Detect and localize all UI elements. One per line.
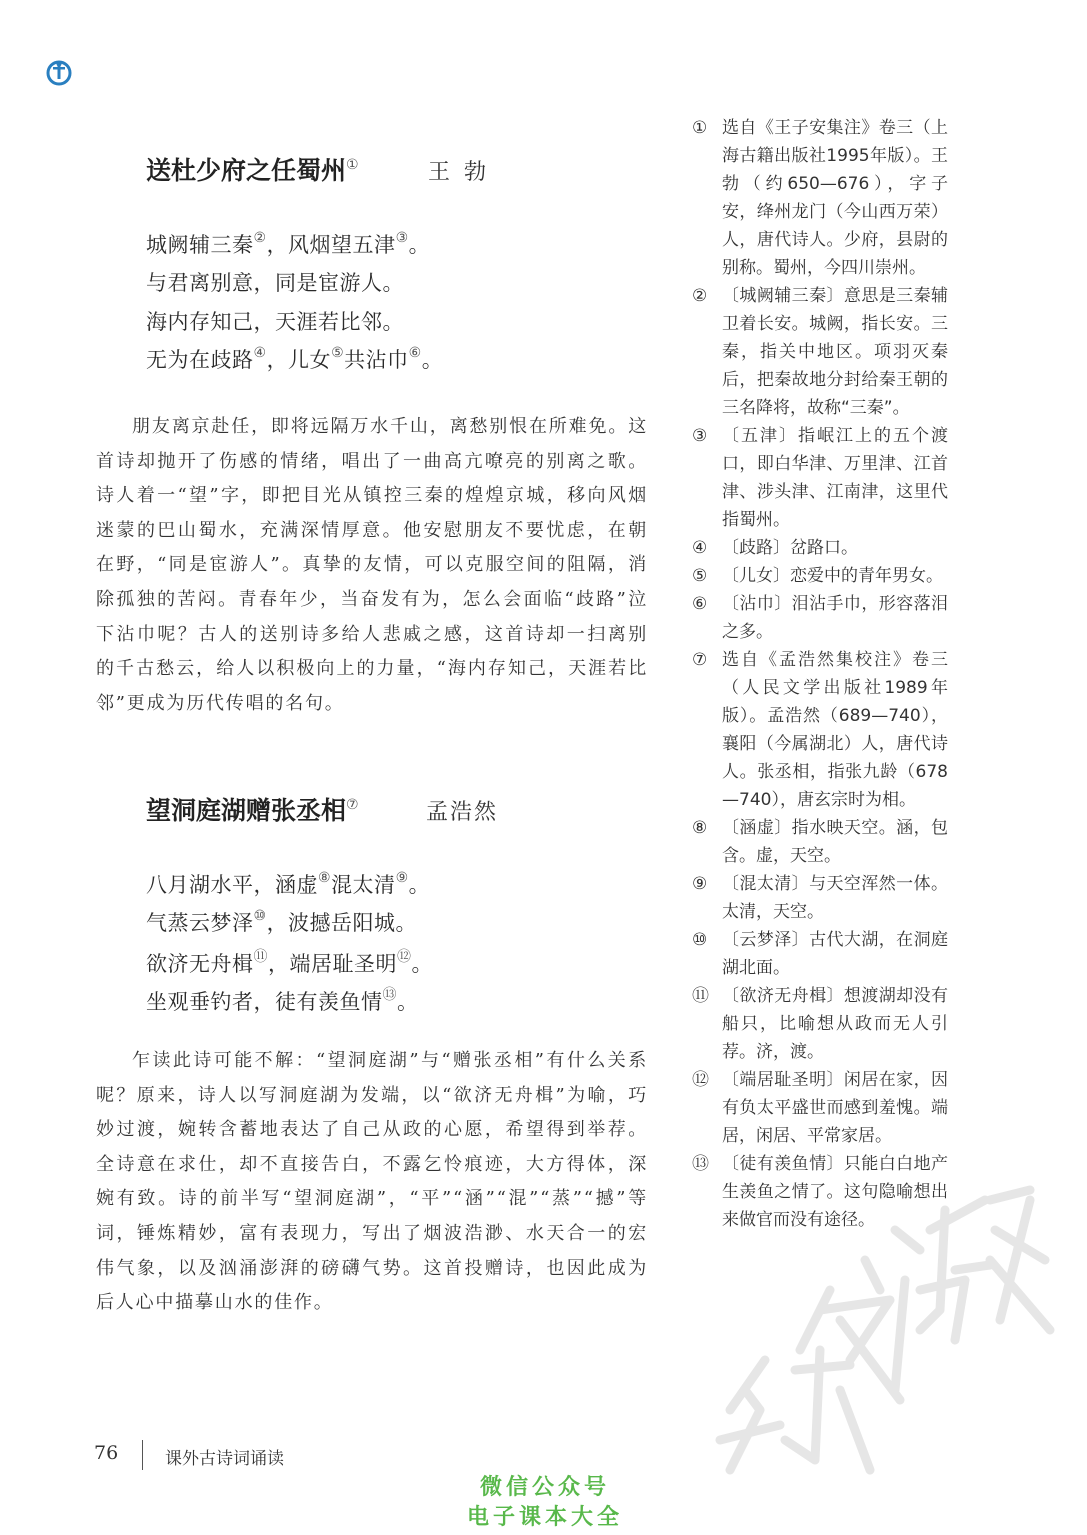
poem-text: 气蒸云梦泽 [146, 911, 254, 935]
footnote-number: ⑩ [692, 930, 708, 950]
footnote-number: ⑤ [692, 566, 708, 586]
poem-text: 混太清 [331, 873, 396, 897]
footnote [692, 114, 948, 282]
footnote-ref: ③ [395, 230, 409, 246]
footnote [692, 1150, 948, 1234]
footnote-text: 〔歧路〕岔路口。 [722, 538, 858, 558]
footnote-ref: ⑥ [408, 345, 422, 361]
footnote-number: ⑨ [692, 874, 708, 894]
footnote-text: 〔欲济无舟楫〕想渡湖却没有船只，比喻想从政而无人引荐。济，渡。 [722, 986, 948, 1062]
poem-text: 欲济无舟楫 [146, 952, 254, 976]
footnote [692, 646, 948, 814]
footnote-number: ⑦ [692, 650, 708, 670]
poem-line [146, 267, 404, 297]
footnote-text: 〔云梦泽〕古代大湖，在洞庭湖北面。 [722, 930, 948, 978]
footnote-number: ④ [692, 538, 708, 558]
footnote-ref: ⑧ [318, 870, 332, 886]
poem-text: ，风烟望五津 [266, 233, 396, 257]
footnote-text: 〔儿女〕恋爱中的青年男女。 [722, 566, 943, 586]
poem-text: 坐观垂钓者，徒有羡鱼情 [146, 990, 383, 1014]
footnotes-column [692, 114, 948, 1234]
footnote-ref: ⑨ [395, 870, 409, 886]
poem-text: 。 [408, 233, 431, 257]
poem-text: 。 [397, 990, 419, 1014]
poem-text: ，儿女 [266, 348, 332, 372]
footnote-number: ③ [692, 426, 708, 446]
footnote-ref: ⑬ [382, 987, 397, 1003]
promo-line-1: 微信公众号 [479, 1475, 610, 1500]
poem-title: 送杜少府之任蜀州① [146, 156, 359, 185]
footnote-number: ⑫ [692, 1070, 709, 1090]
footnote-number: ⑪ [692, 986, 709, 1006]
poem-title: 望洞庭湖赠张丞相⑦ [146, 796, 359, 825]
poem-text: 海内存知己，天涯若比邻。 [146, 310, 404, 334]
footnote-number: ⑬ [692, 1154, 709, 1174]
footnote [692, 562, 948, 590]
poem-line [146, 946, 433, 978]
poem-text: 城阙辅三秦 [146, 233, 254, 257]
footnote-ref: ⑫ [397, 949, 412, 965]
book-title: 课外古诗词诵读 [165, 1449, 284, 1469]
footnote [692, 534, 948, 562]
anchor-logo-icon [46, 60, 72, 86]
footnote-text: 〔沾巾〕泪沾手巾，形容落泪之多。 [722, 594, 948, 642]
poem-line [146, 344, 443, 374]
poem-line [146, 229, 430, 259]
footnote [692, 282, 948, 422]
poem-commentary: 朋友离京赴任，即将远隔万水千山，离愁别恨在所难免。这首诗却抛开了伤感的情绪，唱出了一曲高亢嘹亮的别离之歌。诗人着一“望”字，即把目光从镇控三秦的煌煌京城，移向风烟迷蒙的巴山蜀水，充满深情厚意。他安慰朋友不要忧虑，在朝在野，“同是宦游人”。真挚的友情，可以克服空间的阻隔，消除孤独的苦闷。青春年少，当奋发有为，怎么会面临“歧路”泣下沾巾呢？古人的送别诗多给人悲戚之感，这首诗却一扫离别的千古愁云，给人以积极向上的力量，“海内存知己，天涯若比邻”更成为历代传唱的名句。 [96, 416, 648, 714]
footnote-text: 〔城阙辅三秦〕意思是三秦辅卫着长安。城阙，指长安。三秦，指关中地区。项羽灭秦后，把秦故地分封给秦王朝的三名降将，故称“三秦”。 [722, 286, 948, 418]
poem-line [146, 869, 430, 899]
footnote [692, 982, 948, 1066]
footnote [692, 422, 948, 534]
footnote-text: 〔端居耻圣明〕闲居在家，因有负太平盛世而感到羞愧。端居，闲居、平常家居。 [722, 1070, 948, 1146]
footnote-ref: ⑪ [253, 949, 268, 965]
footnote-number: ② [692, 286, 708, 306]
poem-text: 。 [411, 952, 433, 976]
footnote-text: 〔五津〕指岷江上的五个渡口，即白华津、万里津、江首津、涉头津、江南津，这里代指蜀州。 [722, 426, 948, 530]
footnote [692, 926, 948, 982]
footnote [692, 814, 948, 870]
poem-commentary: 乍读此诗可能不解：“望洞庭湖”与“赠张丞相”有什么关系呢？原来，诗人以写洞庭湖为发端，以“欲济无舟楫”为喻，巧妙过渡，婉转含蓄地表达了自己从政的心愿，希望得到举荐。全诗意在求仕，却不直接告白，不露乞怜痕迹，大方得体，深婉有致。诗的前半写“望洞庭湖”，“平”“涵”“混”“蒸”“撼”等词，锤炼精妙，富有表现力，写出了烟波浩渺、水天合一的宏伟气象，以及汹涌澎湃的磅礴气势。这首投赠诗，也因此成为后人心中描摹山水的佳作。 [96, 1050, 648, 1314]
footnote-ref: ④ [253, 345, 267, 361]
footnote-number: ① [692, 118, 708, 138]
footnote [692, 590, 948, 646]
poem-text: 八月湖水平，涵虚 [146, 873, 318, 897]
poem-author: 王勃 [428, 160, 501, 185]
footnote-number: ⑥ [692, 594, 708, 614]
poem-text: 。 [421, 348, 444, 372]
poem-line [146, 907, 417, 937]
poem-text: 。 [408, 873, 431, 897]
footnote-text: 〔涵虚〕指水映天空。涵，包含。虚，天空。 [722, 818, 948, 866]
footnote-ref: ⑩ [253, 908, 267, 924]
poem-author: 孟浩然 [426, 800, 499, 825]
footnote-ref: ⑤ [331, 345, 345, 361]
footnote [692, 870, 948, 926]
poem-line [146, 306, 404, 336]
page-number: 76 [94, 1442, 119, 1464]
poem-text: 与君离别意，同是宦游人。 [146, 271, 404, 295]
footnote-number: ⑧ [692, 818, 708, 838]
poem-text: ，波撼岳阳城。 [266, 911, 418, 935]
footnote [692, 1066, 948, 1150]
promo-line-2: 电子课本大全 [466, 1505, 623, 1530]
poem-text: ，端居耻圣明 [268, 952, 397, 976]
poem-text: 共沾巾 [344, 348, 409, 372]
footnote-text: 〔徒有羡鱼情〕只能白白地产生羡鱼之情了。这句隐喻想出来做官而没有途径。 [722, 1154, 948, 1230]
footnote-ref: ② [253, 230, 267, 246]
footnote-text: 选自《孟浩然集校注》卷三（人民文学出版社1989年版）。孟浩然（689—740），襄阳（今属湖北）人，唐代诗人。张丞相，指张九龄（678—740），唐玄宗时为相。 [722, 650, 948, 810]
footnote-text: 〔混太清〕与天空浑然一体。太清，天空。 [722, 874, 948, 922]
footnote-text: 选自《王子安集注》卷三（上海古籍出版社1995年版）。王勃（约650—676），字子安，绛州龙门（今山西万荣）人，唐代诗人。少府，县尉的别称。蜀州，今四川崇州。 [722, 118, 948, 278]
poem-text: 无为在歧路 [146, 348, 254, 372]
poem-line [146, 984, 419, 1016]
footer-divider [142, 1440, 143, 1470]
